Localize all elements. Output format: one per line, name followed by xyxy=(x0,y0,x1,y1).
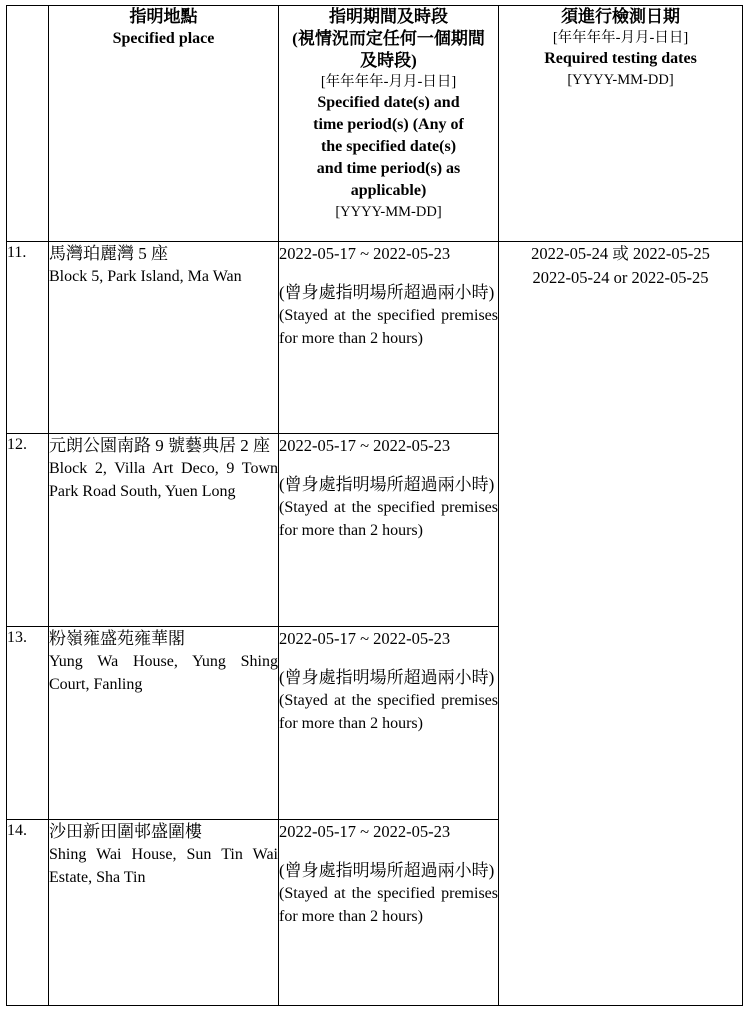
header-period-format-en: [YYYY-MM-DD] xyxy=(335,204,442,220)
place-name-zh: 粉嶺雍盛苑雍華閣 xyxy=(49,629,185,648)
place-cell xyxy=(49,627,279,820)
testing-dates-zh: 2022-05-24 或 2022-05-25 xyxy=(531,244,710,263)
specified-places-table xyxy=(6,5,743,1006)
place-name-en: Yung Wa House, Yung Shing Court, Fanling xyxy=(49,653,278,693)
period-note-en: (Stayed at the specified premises for more than 2 hours) xyxy=(279,499,498,539)
header-period-zh-note: (視情況而定任何一個期間及時段) xyxy=(292,29,485,70)
period-cell xyxy=(279,242,499,434)
place-name-zh: 沙田新田圍邨盛圍樓 xyxy=(49,822,202,841)
header-period-cell xyxy=(279,6,499,242)
header-period-zh: 指明期間及時段 xyxy=(329,7,448,26)
header-period-en: Specified date(s) and time period(s) (Any of the specified date(s) and time period(s) as applicable) xyxy=(313,94,464,199)
place-cell xyxy=(49,820,279,1006)
place-cell xyxy=(49,242,279,434)
header-testing-en: Required testing dates xyxy=(544,50,697,67)
row-number: 13. xyxy=(7,627,49,820)
row-number: 12. xyxy=(7,434,49,627)
header-place-en: Specified place xyxy=(112,30,215,47)
period-cell xyxy=(279,434,499,627)
header-place-zh: 指明地點 xyxy=(129,7,198,26)
header-number-cell xyxy=(7,6,49,242)
header-period-format-zh: [年年年年-月月-日日] xyxy=(320,74,457,90)
document-page xyxy=(6,5,743,1006)
testing-dates-en: 2022-05-24 or 2022-05-25 xyxy=(532,268,709,287)
period-note-en: (Stayed at the specified premises for more than 2 hours) xyxy=(279,692,498,732)
header-place-cell xyxy=(49,6,279,242)
period-note-en: (Stayed at the specified premises for more than 2 hours) xyxy=(279,307,498,347)
row-number: 11. xyxy=(7,242,49,434)
period-range: 2022-05-17 ~ 2022-05-23 xyxy=(279,822,451,841)
period-range: 2022-05-17 ~ 2022-05-23 xyxy=(279,629,451,648)
period-note-zh: (曾身處指明場所超過兩小時) xyxy=(279,668,495,687)
period-cell xyxy=(279,627,499,820)
period-range: 2022-05-17 ~ 2022-05-23 xyxy=(279,244,451,263)
header-testing-zh: 須進行檢測日期 xyxy=(561,7,680,26)
place-name-zh: 馬灣珀麗灣 5 座 xyxy=(49,244,168,263)
place-name-en: Shing Wai House, Sun Tin Wai Estate, Sha Tin xyxy=(49,846,278,886)
table-row xyxy=(7,242,743,434)
place-name-zh: 元朗公園南路 9 號藝典居 2 座 xyxy=(49,436,270,455)
place-name-en: Block 2, Villa Art Deco, 9 Town Park Road South, Yuen Long xyxy=(49,460,278,500)
period-note-zh: (曾身處指明場所超過兩小時) xyxy=(279,283,495,302)
period-range: 2022-05-17 ~ 2022-05-23 xyxy=(279,436,451,455)
place-cell xyxy=(49,434,279,627)
row-number: 14. xyxy=(7,820,49,1006)
period-note-zh: (曾身處指明場所超過兩小時) xyxy=(279,475,495,494)
testing-dates-cell xyxy=(499,242,743,1006)
header-testing-cell xyxy=(499,6,743,242)
place-name-en: Block 5, Park Island, Ma Wan xyxy=(49,268,242,285)
period-note-zh: (曾身處指明場所超過兩小時) xyxy=(279,861,495,880)
header-testing-format-en: [YYYY-MM-DD] xyxy=(567,72,674,88)
table-header-row xyxy=(7,6,743,242)
period-note-en: (Stayed at the specified premises for more than 2 hours) xyxy=(279,885,498,925)
period-cell xyxy=(279,820,499,1006)
header-testing-format-zh: [年年年年-月月-日日] xyxy=(552,30,689,46)
